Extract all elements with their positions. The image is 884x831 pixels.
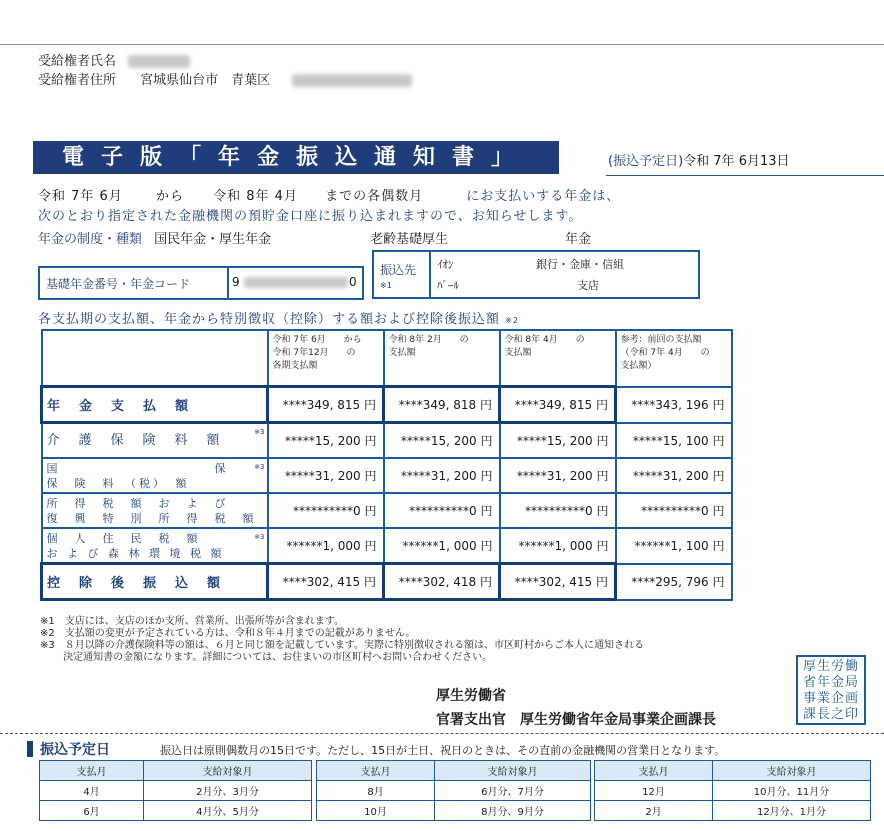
schedule-title: 振込予定日 bbox=[40, 742, 110, 758]
issuer-ministry: 厚生労働省 bbox=[436, 688, 506, 704]
kara: から bbox=[155, 189, 184, 204]
row-label-care-text: 介 護 保 険 料 額 bbox=[46, 433, 223, 448]
table-row bbox=[42, 458, 732, 493]
row-note: ※3 bbox=[254, 428, 265, 436]
recipient-name-label: 受給権者氏名 bbox=[38, 54, 117, 69]
row-label-tax-b: 復 興 特 別 所 得 税 額 bbox=[46, 511, 257, 525]
system-label: 年金の制度・種類 bbox=[38, 232, 143, 247]
row-label-resident-b: お よ び 森 林 環 境 税 額 bbox=[46, 546, 225, 560]
cell: *****31, 200 円 bbox=[384, 458, 500, 493]
cell: ****295, 796 円 bbox=[616, 564, 732, 600]
target: 8月分、9月分 bbox=[435, 801, 591, 821]
schedule-table-2 bbox=[316, 760, 591, 821]
cell: **********0 円 bbox=[384, 493, 500, 528]
cell: **********0 円 bbox=[268, 493, 384, 528]
month: 2月 bbox=[595, 801, 713, 821]
schedule-table-3 bbox=[594, 760, 871, 821]
target: 6月分、7月分 bbox=[435, 781, 591, 801]
target: 12月分、1月分 bbox=[713, 801, 871, 821]
row-label-resident bbox=[42, 528, 268, 564]
notice-title: 電子版「年金振込通知書」 bbox=[33, 141, 559, 174]
redacted-address bbox=[292, 74, 412, 87]
month: 8月 bbox=[317, 781, 435, 801]
destination-note: ※1 bbox=[380, 281, 392, 290]
table-caption-text: 各支払期の支払額、年金から特別徴収（控除）する額および控除後振込額 bbox=[38, 312, 501, 327]
target: 10月分、11月分 bbox=[713, 781, 871, 801]
pension-system-row bbox=[38, 228, 271, 247]
row-label-net: 控 除 後 振 込 額 bbox=[42, 564, 268, 600]
target: 4月分、5月分 bbox=[144, 801, 312, 821]
footnote-3-cont: 決定通知書の金額になります。詳細については、お住まいの市区町村へお問い合わせください。 bbox=[40, 652, 493, 663]
intro-tail: にお支払いする年金は、 bbox=[466, 189, 621, 204]
row-note: ※3 bbox=[254, 533, 265, 541]
col-month: 支払月 bbox=[317, 761, 435, 781]
table-row bbox=[42, 528, 732, 564]
official-seal: 厚生労働省年金局事業企画課長之印 bbox=[796, 655, 866, 725]
code-suffix: 0 bbox=[349, 275, 357, 289]
col-month: 支払月 bbox=[40, 761, 144, 781]
dest-divider bbox=[429, 252, 431, 297]
cell: ******1, 100 円 bbox=[616, 528, 732, 564]
table-row bbox=[42, 387, 732, 423]
row-note: ※3 bbox=[254, 463, 265, 471]
header-blank bbox=[42, 330, 268, 387]
table-caption-note: ※2 bbox=[505, 316, 519, 325]
scheduled-label: (振込予定日) bbox=[608, 154, 684, 169]
col-target: 支給対象月 bbox=[713, 761, 871, 781]
row-label-nhi-b: 保 険 料 （税） 額 bbox=[46, 476, 190, 490]
intro-line-1 bbox=[38, 185, 620, 204]
recipient-address-value: 宮城県仙台市 青葉区 bbox=[140, 73, 271, 88]
issuer-official: 官署支出官 厚生労働省年金局事業企画課長 bbox=[436, 712, 716, 728]
redacted-name bbox=[128, 55, 190, 68]
pension-code-label: 基礎年金番号・年金コード bbox=[46, 277, 191, 291]
dashed-divider bbox=[0, 733, 884, 734]
row-label-nhi bbox=[42, 458, 268, 493]
code-divider bbox=[227, 268, 229, 298]
schedule-note: 振込日は原則偶数月の15日です。ただし、15日が土日、祝日のときは、その直前の金融機関の営業日となります。 bbox=[160, 744, 726, 757]
recipient-address-row bbox=[38, 69, 412, 88]
footnotes bbox=[40, 616, 644, 664]
table-row bbox=[42, 493, 732, 528]
recipient-address-label: 受給権者住所 bbox=[38, 73, 117, 88]
footnote-1: ※1 支店には、支店のほか支所、営業所、出張所等が含まれます。 bbox=[40, 616, 344, 627]
row-label-pension: 年 金 支 払 額 bbox=[42, 387, 268, 423]
cell: ******1, 000 円 bbox=[268, 528, 384, 564]
redacted-code bbox=[244, 277, 348, 288]
month: 10月 bbox=[317, 801, 435, 821]
row-label-nhi-a: 国 保 bbox=[46, 461, 229, 475]
intro-line-2: 次のとおり指定された金融機関の預貯金口座に振り込まれますので、お知らせします。 bbox=[38, 209, 583, 224]
col-month: 支払月 bbox=[595, 761, 713, 781]
branch-type: 支店 bbox=[577, 279, 599, 292]
pension-type-suffix: 年金 bbox=[565, 232, 592, 247]
date-underline bbox=[606, 175, 884, 176]
cell: ****349, 815 円 bbox=[500, 387, 616, 423]
cell: ****302, 418 円 bbox=[384, 564, 500, 600]
cell: ******1, 000 円 bbox=[384, 528, 500, 564]
month: 6月 bbox=[40, 801, 144, 821]
cell: ******1, 000 円 bbox=[500, 528, 616, 564]
cell: **********0 円 bbox=[616, 493, 732, 528]
bank-type: 銀行・金庫・信組 bbox=[536, 258, 624, 271]
month: 12月 bbox=[595, 781, 713, 801]
pension-code-box bbox=[38, 266, 364, 300]
row-label-care bbox=[42, 423, 268, 459]
cell: ****349, 815 円 bbox=[268, 387, 384, 423]
cell: *****15, 200 円 bbox=[384, 423, 500, 459]
cell: ****343, 196 円 bbox=[616, 387, 732, 423]
header-col-2: 令和 8年 2月 の 支払額 bbox=[384, 330, 500, 387]
cell: *****15, 100 円 bbox=[616, 423, 732, 459]
footnote-3: ※3 ８月以降の介護保険料等の額は、６月と同じ額を記載しています。実際に特別徴収される額は、市区町村からご本人に通知される bbox=[40, 640, 644, 651]
table-header-row bbox=[42, 330, 732, 387]
schedule-title-bar bbox=[27, 741, 33, 757]
issuer bbox=[436, 684, 716, 732]
destination-label: 振込先 bbox=[380, 263, 417, 277]
scheduled-date: 令和 7年 6月13日 bbox=[683, 154, 790, 169]
header-col-1: 令和 7年 6月 から 令和 7年12月 の 各期支払額 bbox=[268, 330, 384, 387]
schedule-table-1 bbox=[39, 760, 312, 821]
table-row bbox=[42, 564, 732, 600]
table-row bbox=[42, 423, 732, 459]
col-target: 支給対象月 bbox=[435, 761, 591, 781]
cell: ****302, 415 円 bbox=[500, 564, 616, 600]
bank-name: ｲｵﾝ bbox=[437, 258, 454, 271]
cell: *****31, 200 円 bbox=[268, 458, 384, 493]
payment-destination-box bbox=[372, 250, 700, 299]
scheduled-date-top bbox=[608, 150, 790, 169]
col-target: 支給対象月 bbox=[144, 761, 312, 781]
recipient-name-row bbox=[38, 50, 190, 69]
cell: *****15, 200 円 bbox=[500, 423, 616, 459]
period-to: 令和 8年 4月 bbox=[213, 189, 298, 204]
cell: *****15, 200 円 bbox=[268, 423, 384, 459]
period-from: 令和 7年 6月 bbox=[38, 189, 123, 204]
top-rule bbox=[0, 44, 884, 45]
period-suffix: までの各偶数月 bbox=[325, 189, 424, 204]
row-label-tax bbox=[42, 493, 268, 528]
header-col-3: 令和 8年 4月 の 支払額 bbox=[500, 330, 616, 387]
cell: ****349, 818 円 bbox=[384, 387, 500, 423]
footnote-2: ※2 支払額の変更が予定されている方は、令和８年４月までの記載がありません。 bbox=[40, 628, 416, 639]
payment-table bbox=[40, 329, 733, 601]
system-value: 国民年金・厚生年金 bbox=[154, 232, 272, 247]
header-col-4: 参考：前回の支払額 （令和 7年 4月 の 支払額） bbox=[616, 330, 732, 387]
branch-name: ﾊﾟｰﾙ bbox=[437, 279, 459, 292]
row-label-resident-a: 個 人 住 民 税 額 bbox=[46, 531, 201, 545]
target: 2月分、3月分 bbox=[144, 781, 312, 801]
cell: *****31, 200 円 bbox=[500, 458, 616, 493]
cell: *****31, 200 円 bbox=[616, 458, 732, 493]
row-label-tax-a: 所 得 税 額 お よ び bbox=[46, 496, 229, 510]
cell: **********0 円 bbox=[500, 493, 616, 528]
cell: ****302, 415 円 bbox=[268, 564, 384, 600]
code-prefix: 9 bbox=[232, 275, 240, 289]
table-caption bbox=[38, 308, 519, 327]
month: 4月 bbox=[40, 781, 144, 801]
pension-type: 老齢基礎厚生 bbox=[370, 232, 449, 247]
